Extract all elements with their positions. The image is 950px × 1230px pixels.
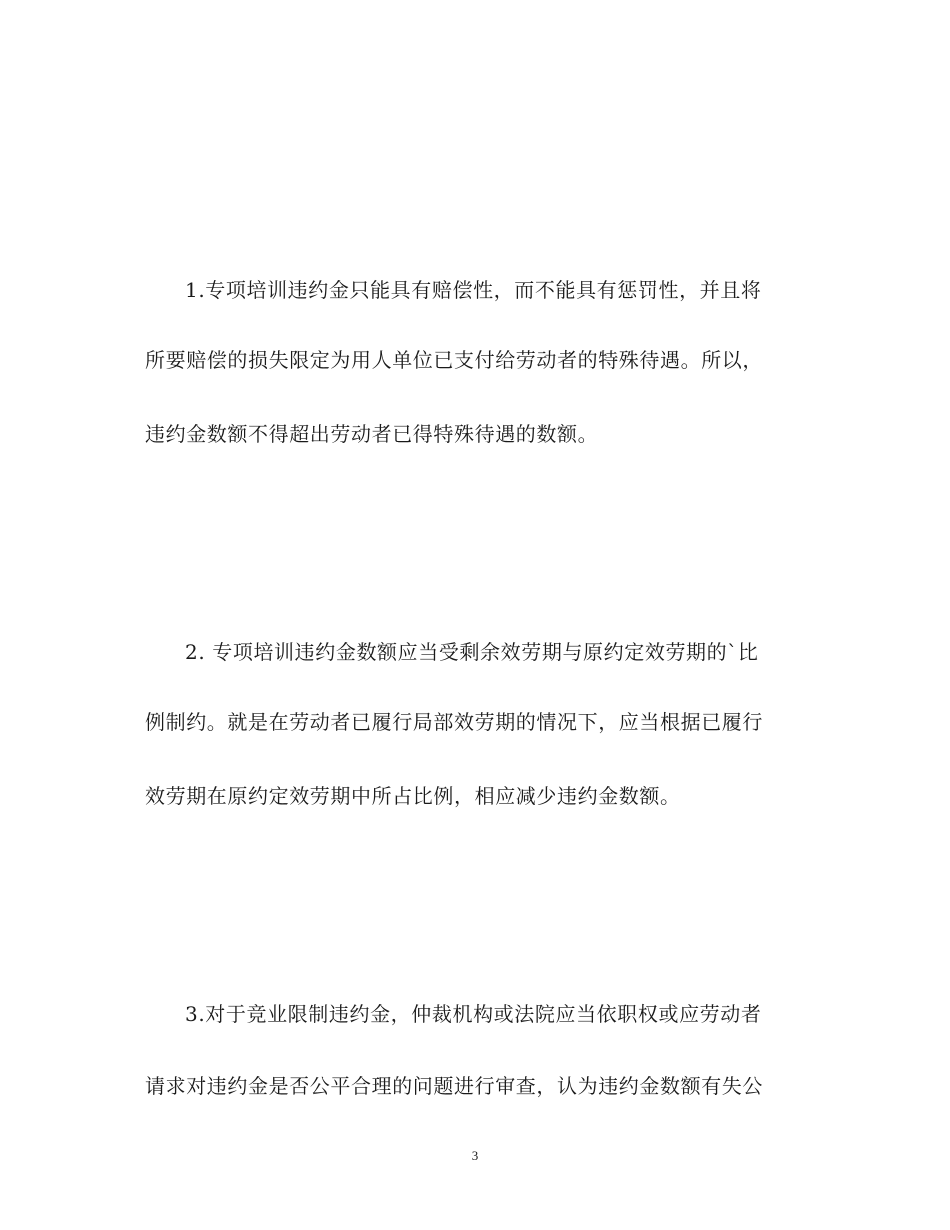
- paragraph-2-line-1: 2. 专项培训违约金数额应当受剩余效劳期与原约定效劳期的`比: [185, 640, 759, 664]
- paragraph-1-line-3: 违约金数额不得超出劳动者已得特殊待遇的数额。: [145, 422, 599, 446]
- paragraph-1-line-2: 所要赔偿的损失限定为用人单位已支付给劳动者的特殊待遇。所以，: [145, 348, 763, 372]
- paragraph-3-line-2: 请求对违约金是否公平合理的问题进行审查，认为违约金数额有失公: [145, 1074, 763, 1098]
- paragraph-2-line-2: 例制约。就是在劳动者已履行局部效劳期的情况下，应当根据已履行: [145, 710, 763, 734]
- paragraph-2-line-3: 效劳期在原约定效劳期中所占比例，相应减少违约金数额。: [145, 784, 681, 808]
- paragraph-1-line-1: 1.专项培训违约金只能具有赔偿性，而不能具有惩罚性，并且将: [185, 278, 762, 302]
- paragraph-3-line-1: 3.对于竞业限制违约金，仲裁机构或法院应当依职权或应劳动者: [185, 1002, 762, 1026]
- page-number: 3: [471, 1148, 479, 1163]
